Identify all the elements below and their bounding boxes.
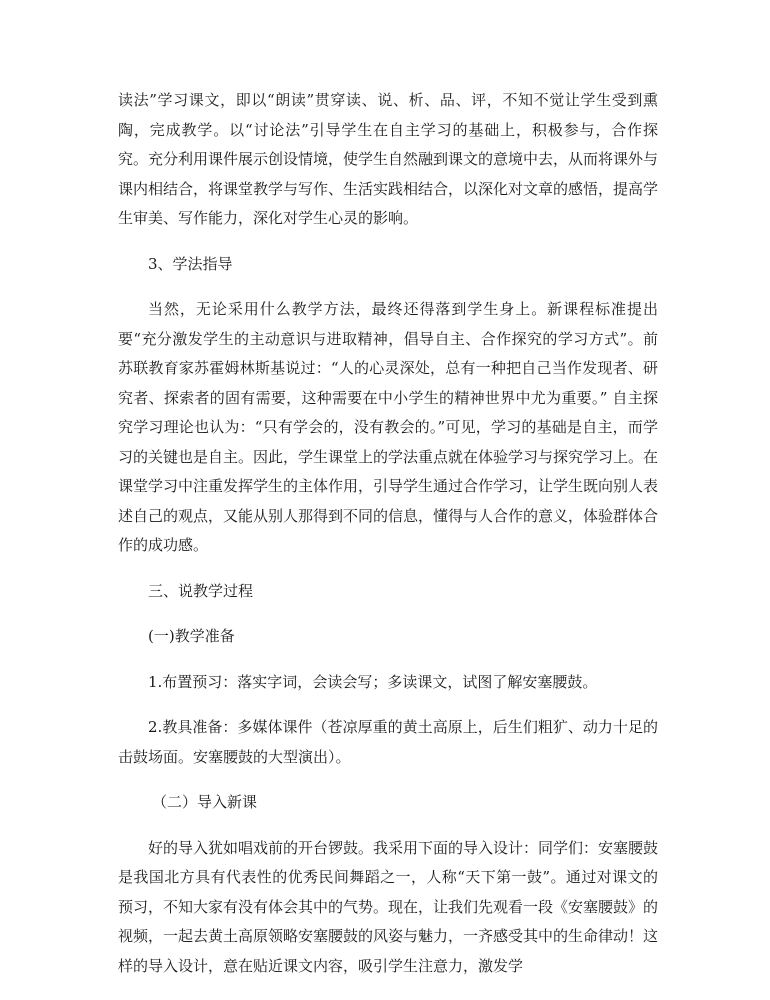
paragraph-teaching-method-continued: 读法”学习课文，即以“朗读”贯穿读、说、析、品、评，不知不觉让学生受到熏陶，完成教学。以“讨论法”引导学生在自主学习的基础上，积极参与，合作探究。充分利用课件展示创设情境，使学生自然融到课文的意境中去，从而将课外与课内相结合，将课堂教学与写作、生活实践相结合，以深化对文章的感悟，提高学生审美、写作能力，深化对学生心灵的影响。 xyxy=(118,91,659,227)
section-heading-study-method: 3、学法指导 xyxy=(148,254,233,273)
list-item-teaching-aids: 2.教具准备：多媒体课件（苍凉厚重的黄土高原上，后生们粗犷、动力十足的击鼓场面。安塞腰鼓的大型演出）。 xyxy=(118,718,658,766)
document-body xyxy=(118,86,658,997)
subsection-heading-preparation: (一)教学准备 xyxy=(148,627,235,645)
subsection-heading-introduction: （二）导入新课 xyxy=(152,793,258,811)
paragraph-study-method: 当然，无论采用什么教学方法，最终还得落到学生身上。新课程标准提出要“充分激发学生的主动意识与进取精神，倡导自主、合作探究的学习方式”。前苏联教育家苏霍姆林斯基说过：“人的心灵深处，总有一种把自己当作发现者、研究者、探索者的固有需要，这种需要在中小学生的精神世界中尤为重要。” 自主探究学习理论也认为：“只有学会的，没有教会的。”可见，学习的基础是自主，而学习的关键也是自主。因此，学生课堂上的学法重点就在体验学习与探究学习上。在课堂学习中注重发挥学生的主体作用，引导学生通过合作学习，让学生既向别人表述自己的观点，又能从别人那得到不同的信息，懂得与人合作的意义，体验群体合作的成功感。 xyxy=(118,300,659,554)
paragraph-introduction: 好的导入犹如唱戏前的开台锣鼓。我采用下面的导入设计：同学们：安塞腰鼓是我国北方具有代表性的优秀民间舞蹈之一，人称“天下第一鼓”。通过对课文的预习，不知大家有没有体会其中的气势。现在，让我们先观看一段《安塞腰鼓》的视频，一起去黄土高原领略安塞腰鼓的风姿与魅力，一齐感受其中的生命律动！这样的导入设计，意在贴近课文内容，吸引学生注意力，激发学 xyxy=(118,838,659,975)
section-heading-teaching-process: 三、说教学过程 xyxy=(148,581,254,600)
list-item-preview: 1.布置预习：落实字词，会读会写；多读课文，试图了解安塞腰鼓。 xyxy=(148,672,598,691)
